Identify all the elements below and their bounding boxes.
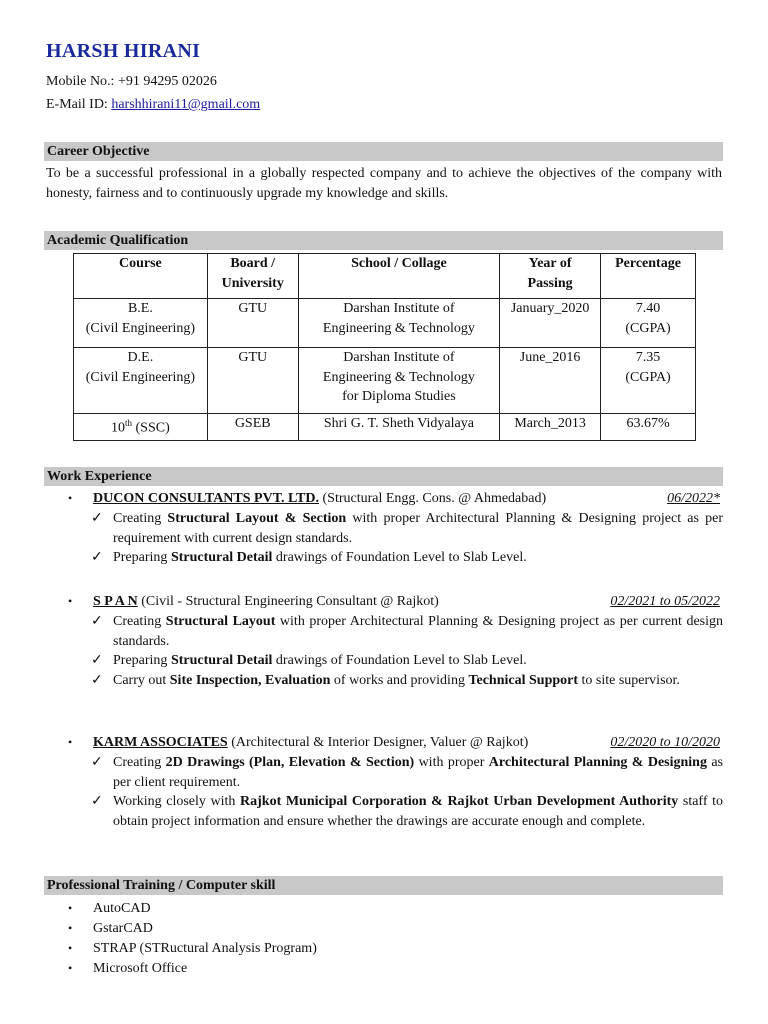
list-item: ✓ Creating 2D Drawings (Plan, Elevation & Section) with proper Architectural Planning & Designing as per client requirement. xyxy=(91,755,723,790)
job-header xyxy=(68,592,723,612)
list-item xyxy=(68,899,317,919)
candidate-name: HARSH HIRANI xyxy=(46,40,201,62)
job-dates: 02/2021 to 05/2022 xyxy=(610,594,720,609)
col-percentage: Percentage xyxy=(601,254,696,299)
academic-table xyxy=(73,253,696,441)
percentage-cell: 63.67% xyxy=(601,414,696,441)
school-cell xyxy=(298,348,499,414)
skill-label: GstarCAD xyxy=(93,921,153,936)
check-icon: ✓ xyxy=(91,653,103,668)
skills-list xyxy=(68,899,317,979)
job-entry xyxy=(68,592,723,690)
course-cell xyxy=(74,348,208,414)
board-cell: GSEB xyxy=(207,414,298,441)
email-line xyxy=(46,95,260,115)
col-year xyxy=(500,254,601,299)
job-header xyxy=(68,489,723,509)
skill-label: Microsoft Office xyxy=(93,961,188,976)
course-branch: (Civil Engineering) xyxy=(85,369,196,385)
bullet-icon: • xyxy=(68,901,73,915)
course-name: B.E. xyxy=(127,301,153,316)
percentage-value: 7.40 xyxy=(635,301,661,316)
list-item: ✓ Preparing Structural Detail drawings of Foundation Level to Slab Level. xyxy=(68,548,723,568)
company-description: (Structural Engg. Cons. @ Ahmedabad) xyxy=(319,491,547,506)
check-icon: ✓ xyxy=(91,550,103,565)
job-entry xyxy=(68,733,723,831)
list-item: ✓ Creating Structural Layout & Section with proper Architectural Planning & Designing project as per requirement with current design standards. xyxy=(91,511,723,546)
email-link[interactable]: harshhirani11@gmail.com xyxy=(111,97,261,112)
list-item xyxy=(68,959,317,979)
company-description: (Civil - Structural Engineering Consultant @ Rajkot) xyxy=(137,594,439,609)
job-header xyxy=(68,733,723,753)
list-item xyxy=(68,939,317,959)
job-duties xyxy=(68,509,723,568)
company-name: S P A N xyxy=(93,594,138,609)
school-cell: Shri G. T. Sheth Vidyalaya xyxy=(298,414,499,441)
job-duties xyxy=(68,753,723,831)
list-item: ✓ Carry out Site Inspection, Evaluation of works and providing Technical Support to site supervisor. xyxy=(68,671,723,691)
col-board xyxy=(207,254,298,299)
career-objective-text: To be a successful professional in a globally respected company and to achieve the objectives of the company with honesty, fairness and to continuously upgrade my knowledge and skills. xyxy=(46,166,722,201)
bullet-icon: • xyxy=(68,961,73,975)
year-cell: June_2016 xyxy=(500,348,601,414)
course-branch: (Civil Engineering) xyxy=(85,320,196,336)
col-board-line1: Board / xyxy=(230,256,276,271)
skills-heading: Professional Training / Computer skill xyxy=(44,876,723,895)
company-description: (Architectural & Interior Designer, Valuer @ Rajkot) xyxy=(227,735,529,750)
job-entry xyxy=(68,489,723,568)
school-cell xyxy=(298,299,499,348)
col-year-line1: Year of xyxy=(528,256,572,271)
list-item xyxy=(68,919,317,939)
email-label: E-Mail ID: xyxy=(46,97,112,112)
skill-label: AutoCAD xyxy=(93,901,151,916)
list-item: ✓ Working closely with Rajkot Municipal Corporation & Rajkot Urban Development Authority staff to obtain project information and ensure whether the drawings are accurate enough and complete. xyxy=(91,794,723,829)
check-icon: ✓ xyxy=(91,614,103,629)
mobile-line xyxy=(46,72,217,92)
table-row xyxy=(74,299,696,348)
bullet-icon: • xyxy=(68,594,73,608)
check-icon: ✓ xyxy=(91,794,103,809)
job-company-line xyxy=(93,489,546,509)
course-ordinal: th xyxy=(125,418,133,428)
job-company-line xyxy=(93,733,528,753)
check-icon: ✓ xyxy=(91,672,103,688)
list-item: ✓ Creating Structural Layout with proper Architectural Planning & Designing project as per current design standards. xyxy=(91,614,723,649)
bullet-icon: • xyxy=(68,735,73,749)
board-cell: GTU xyxy=(207,299,298,348)
course-cell xyxy=(74,299,208,348)
col-year-line2: Passing xyxy=(527,275,573,291)
course-name: (SSC) xyxy=(132,420,170,436)
bullet-icon: • xyxy=(68,941,73,955)
table-row xyxy=(74,414,696,441)
percentage-cell xyxy=(601,299,696,348)
school-line: Engineering & Technology xyxy=(322,369,475,385)
board-cell: GTU xyxy=(207,348,298,414)
school-line: Darshan Institute of xyxy=(343,301,455,316)
company-name: KARM ASSOCIATES xyxy=(93,735,228,750)
check-icon: ✓ xyxy=(91,755,103,770)
percentage-unit: (CGPA) xyxy=(625,369,671,385)
col-school: School / Collage xyxy=(298,254,499,299)
bullet-icon: • xyxy=(68,491,73,505)
school-line: Engineering & Technology xyxy=(322,320,475,336)
col-board-line2: University xyxy=(221,275,284,291)
job-dates: 02/2020 to 10/2020 xyxy=(610,735,720,750)
course-number: 10 xyxy=(111,420,125,436)
percentage-unit: (CGPA) xyxy=(625,320,671,336)
school-line: for Diploma Studies xyxy=(342,389,456,404)
school-line: Darshan Institute of xyxy=(343,350,455,365)
academic-heading: Academic Qualification xyxy=(44,231,723,250)
course-name: D.E. xyxy=(127,350,154,365)
skill-label: STRAP (STRuctural Analysis Program) xyxy=(93,941,317,956)
mobile-label: Mobile No.: xyxy=(46,74,118,89)
mobile-number: +91 94295 02026 xyxy=(117,74,217,89)
work-experience-heading: Work Experience xyxy=(44,467,723,486)
bullet-icon: • xyxy=(68,921,73,935)
list-item: ✓ Preparing Structural Detail drawings of Foundation Level to Slab Level. xyxy=(68,651,723,671)
percentage-value: 7.35 xyxy=(635,350,661,365)
col-course: Course xyxy=(74,254,208,299)
course-cell xyxy=(74,414,208,441)
career-objective-heading: Career Objective xyxy=(44,142,723,161)
job-dates: 06/2022* xyxy=(667,491,720,506)
year-cell: January_2020 xyxy=(500,299,601,348)
check-icon: ✓ xyxy=(91,511,103,526)
job-duties xyxy=(68,612,723,690)
year-cell: March_2013 xyxy=(500,414,601,441)
table-row xyxy=(74,348,696,414)
job-company-line xyxy=(93,592,439,612)
percentage-cell xyxy=(601,348,696,414)
table-header-row xyxy=(74,254,696,299)
company-name: DUCON CONSULTANTS PVT. LTD. xyxy=(93,491,319,506)
